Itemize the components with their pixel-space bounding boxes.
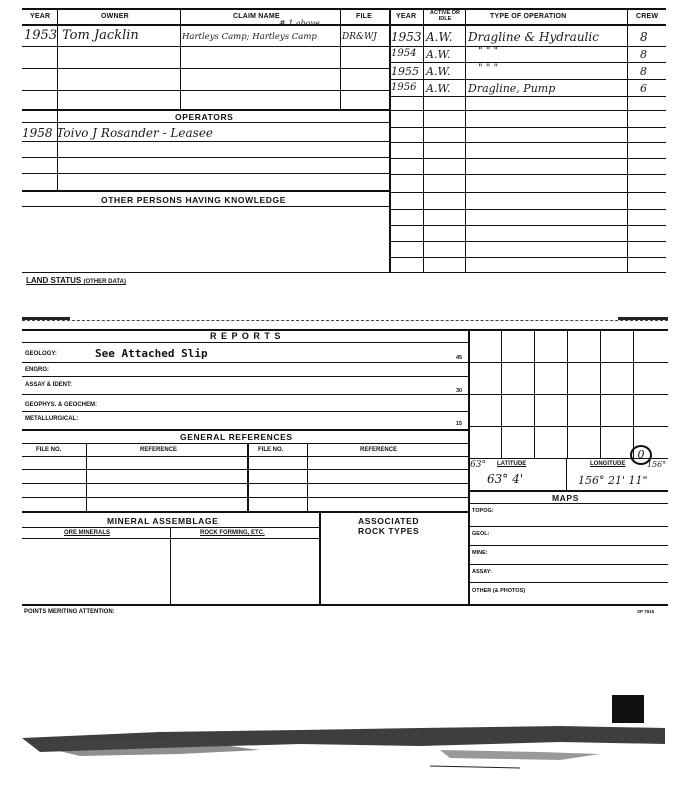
header-claim-name: CLAIM NAME <box>233 13 280 20</box>
op-row-line <box>389 79 666 80</box>
col-owner-divider <box>180 8 181 110</box>
op-row-line <box>389 241 666 242</box>
op-row-line <box>389 110 666 111</box>
general-refs-title: GENERAL REFERENCES <box>180 432 293 442</box>
owner-name: Tom Jacklin <box>62 28 139 43</box>
scan-noise-band <box>0 720 678 780</box>
scan-dashed-line <box>22 320 668 321</box>
op-year: 1953 <box>391 30 422 44</box>
op-status: A.W. <box>426 65 451 78</box>
engrg-label: ENGRG: <box>25 367 49 373</box>
metallurgical-label: METALLURGICAL: <box>25 416 79 422</box>
op-row-line <box>389 142 666 143</box>
file-value: DR&WJ <box>342 32 377 42</box>
op-row-line <box>389 46 666 47</box>
op-type: Dragline & Hydraulic <box>468 30 599 44</box>
topog-label: TOPOG: <box>472 508 494 514</box>
rock-forming-header: ROCK FORMING, ETC. <box>200 530 265 536</box>
op-status: A.W. <box>426 48 451 61</box>
points-meriting-attention: POINTS MERITING ATTENTION: <box>24 609 115 615</box>
op-row-line <box>389 96 666 97</box>
ref-col-divider <box>86 443 87 511</box>
geology-value: See Attached Slip <box>95 347 208 360</box>
ore-minerals-header: ORE MINERALS <box>64 530 111 536</box>
op-row-line <box>389 209 666 210</box>
margin-number: 45 <box>456 355 463 361</box>
row-line <box>22 394 468 395</box>
scan-edge-right <box>618 317 668 320</box>
assay-map-label: ASSAY: <box>472 569 492 575</box>
other-photos-label: OTHER (& PHOTOS) <box>472 588 526 594</box>
op-type: " " " <box>478 63 499 74</box>
op-type: Dragline, Pump <box>468 82 556 95</box>
row-line <box>468 582 668 583</box>
row-line <box>22 68 389 69</box>
header-year: YEAR <box>30 13 51 20</box>
form-number: SP 7915 <box>637 609 655 614</box>
general-refs-top-line <box>22 429 468 431</box>
geol-label: GEOL: <box>472 531 490 537</box>
longitude-label: LONGITUDE <box>590 461 626 467</box>
reports-top-border <box>22 329 668 331</box>
row-line <box>22 141 389 142</box>
row-line <box>22 411 468 412</box>
row-line <box>468 564 668 565</box>
top-bottom-border <box>22 272 666 273</box>
mineral-title: MINERAL ASSEMBLAGE <box>107 516 219 526</box>
others-top-line <box>22 190 389 192</box>
op-row-line <box>389 225 666 226</box>
op-crew: 8 <box>640 30 648 44</box>
col-claim-divider <box>340 8 341 110</box>
latitude-label: LATITUDE <box>497 461 527 467</box>
col-type-divider <box>627 8 628 273</box>
operators-title: OPERATORS <box>175 112 234 122</box>
land-status-sub: (OTHER DATA) <box>83 279 126 285</box>
row-line <box>22 362 468 363</box>
lon-suffix: 156° <box>647 460 667 469</box>
grid-row <box>468 394 668 395</box>
op-row-line <box>389 257 666 258</box>
associated-label: ASSOCIATED <box>358 516 420 526</box>
row-line <box>22 90 389 91</box>
mineral-sub-divider <box>170 527 171 604</box>
reference-header: REFERENCE <box>140 447 178 453</box>
row-line <box>468 545 668 546</box>
op-row-line <box>389 174 666 175</box>
row-line <box>22 122 389 123</box>
op-type: " " " <box>478 46 499 57</box>
operator-entry: 1958 Toivo J Rosander - Leasee <box>22 126 214 140</box>
op-crew: 6 <box>640 82 647 95</box>
longitude-value: 156° 21' 11" <box>578 474 648 487</box>
margin-number: 15 <box>456 421 463 427</box>
header-crew: CREW <box>636 13 659 20</box>
mineral-col-divider <box>319 511 321 604</box>
header-year-2: YEAR <box>396 13 417 20</box>
op-row-line <box>389 158 666 159</box>
header-file: FILE <box>356 13 372 20</box>
row-line <box>22 456 468 457</box>
owner-year: 1953 <box>24 28 58 43</box>
claim-note: # 1 above <box>279 19 320 28</box>
header-type-of-operation: TYPE OF OPERATION <box>490 13 567 20</box>
lat-prefix: 63° <box>470 460 486 470</box>
latitude-value: 63° 4' <box>487 472 524 486</box>
circled-mark: 0 <box>630 445 652 465</box>
col-year2-divider <box>423 8 424 273</box>
grid-row <box>468 362 668 363</box>
row-line <box>22 469 468 470</box>
row-line <box>22 497 468 498</box>
row-line <box>22 342 468 343</box>
op-crew: 8 <box>640 65 647 78</box>
margin-number: 30 <box>456 388 463 394</box>
col-year-divider <box>57 8 58 192</box>
land-status-title: LAND STATUS <box>26 276 82 285</box>
reports-bottom-border <box>22 604 668 606</box>
coord-divider <box>566 458 567 490</box>
row-line <box>22 483 468 484</box>
op-status: A.W. <box>426 30 453 44</box>
row-line <box>22 157 389 158</box>
row-line <box>22 443 468 444</box>
row-line <box>22 173 389 174</box>
file-no-header: FILE NO. <box>36 447 62 453</box>
reference-header-2: REFERENCE <box>360 447 398 453</box>
op-row-line <box>389 62 666 63</box>
op-year: 1956 <box>391 82 417 93</box>
others-title: OTHER PERSONS HAVING KNOWLEDGE <box>101 195 287 205</box>
reports-title: R E P O R T S <box>210 331 282 341</box>
row-line <box>22 376 468 377</box>
mineral-top-line <box>22 511 468 513</box>
ref-col-divider <box>307 443 308 511</box>
operators-top-line <box>22 109 389 111</box>
mine-label: MINE: <box>472 550 488 556</box>
row-line <box>22 46 389 47</box>
rock-types-label: ROCK TYPES <box>358 526 420 536</box>
geology-label: GEOLOGY: <box>25 351 57 357</box>
op-row-line <box>389 127 666 128</box>
op-crew: 8 <box>640 48 647 61</box>
row-line <box>22 206 389 207</box>
grid-row <box>468 426 668 427</box>
row-line <box>468 526 668 527</box>
land-status-label <box>26 276 126 285</box>
assay-label: ASSAY & IDENT: <box>25 382 73 388</box>
geophys-label: GEOPHYS. & GEOCHEM: <box>25 402 98 408</box>
scan-black-block <box>612 695 644 723</box>
op-year: 1955 <box>391 65 419 78</box>
col-active-divider <box>465 8 466 273</box>
file-no-header-2: FILE NO. <box>258 447 284 453</box>
op-status: A.W. <box>426 82 451 95</box>
claim-name-value: Hartleys Camp; Hartleys Camp <box>182 32 317 42</box>
header-active-idle: ACTIVE OR IDLE <box>430 10 460 22</box>
top-border <box>22 8 666 10</box>
ref-col-divider <box>247 443 249 511</box>
maps-top-line <box>468 490 668 492</box>
maps-title: MAPS <box>552 493 579 503</box>
op-year: 1954 <box>391 48 417 59</box>
header-owner: OWNER <box>101 13 129 20</box>
op-row-line <box>389 192 666 193</box>
header-underline <box>22 24 666 26</box>
row-line <box>468 503 668 504</box>
